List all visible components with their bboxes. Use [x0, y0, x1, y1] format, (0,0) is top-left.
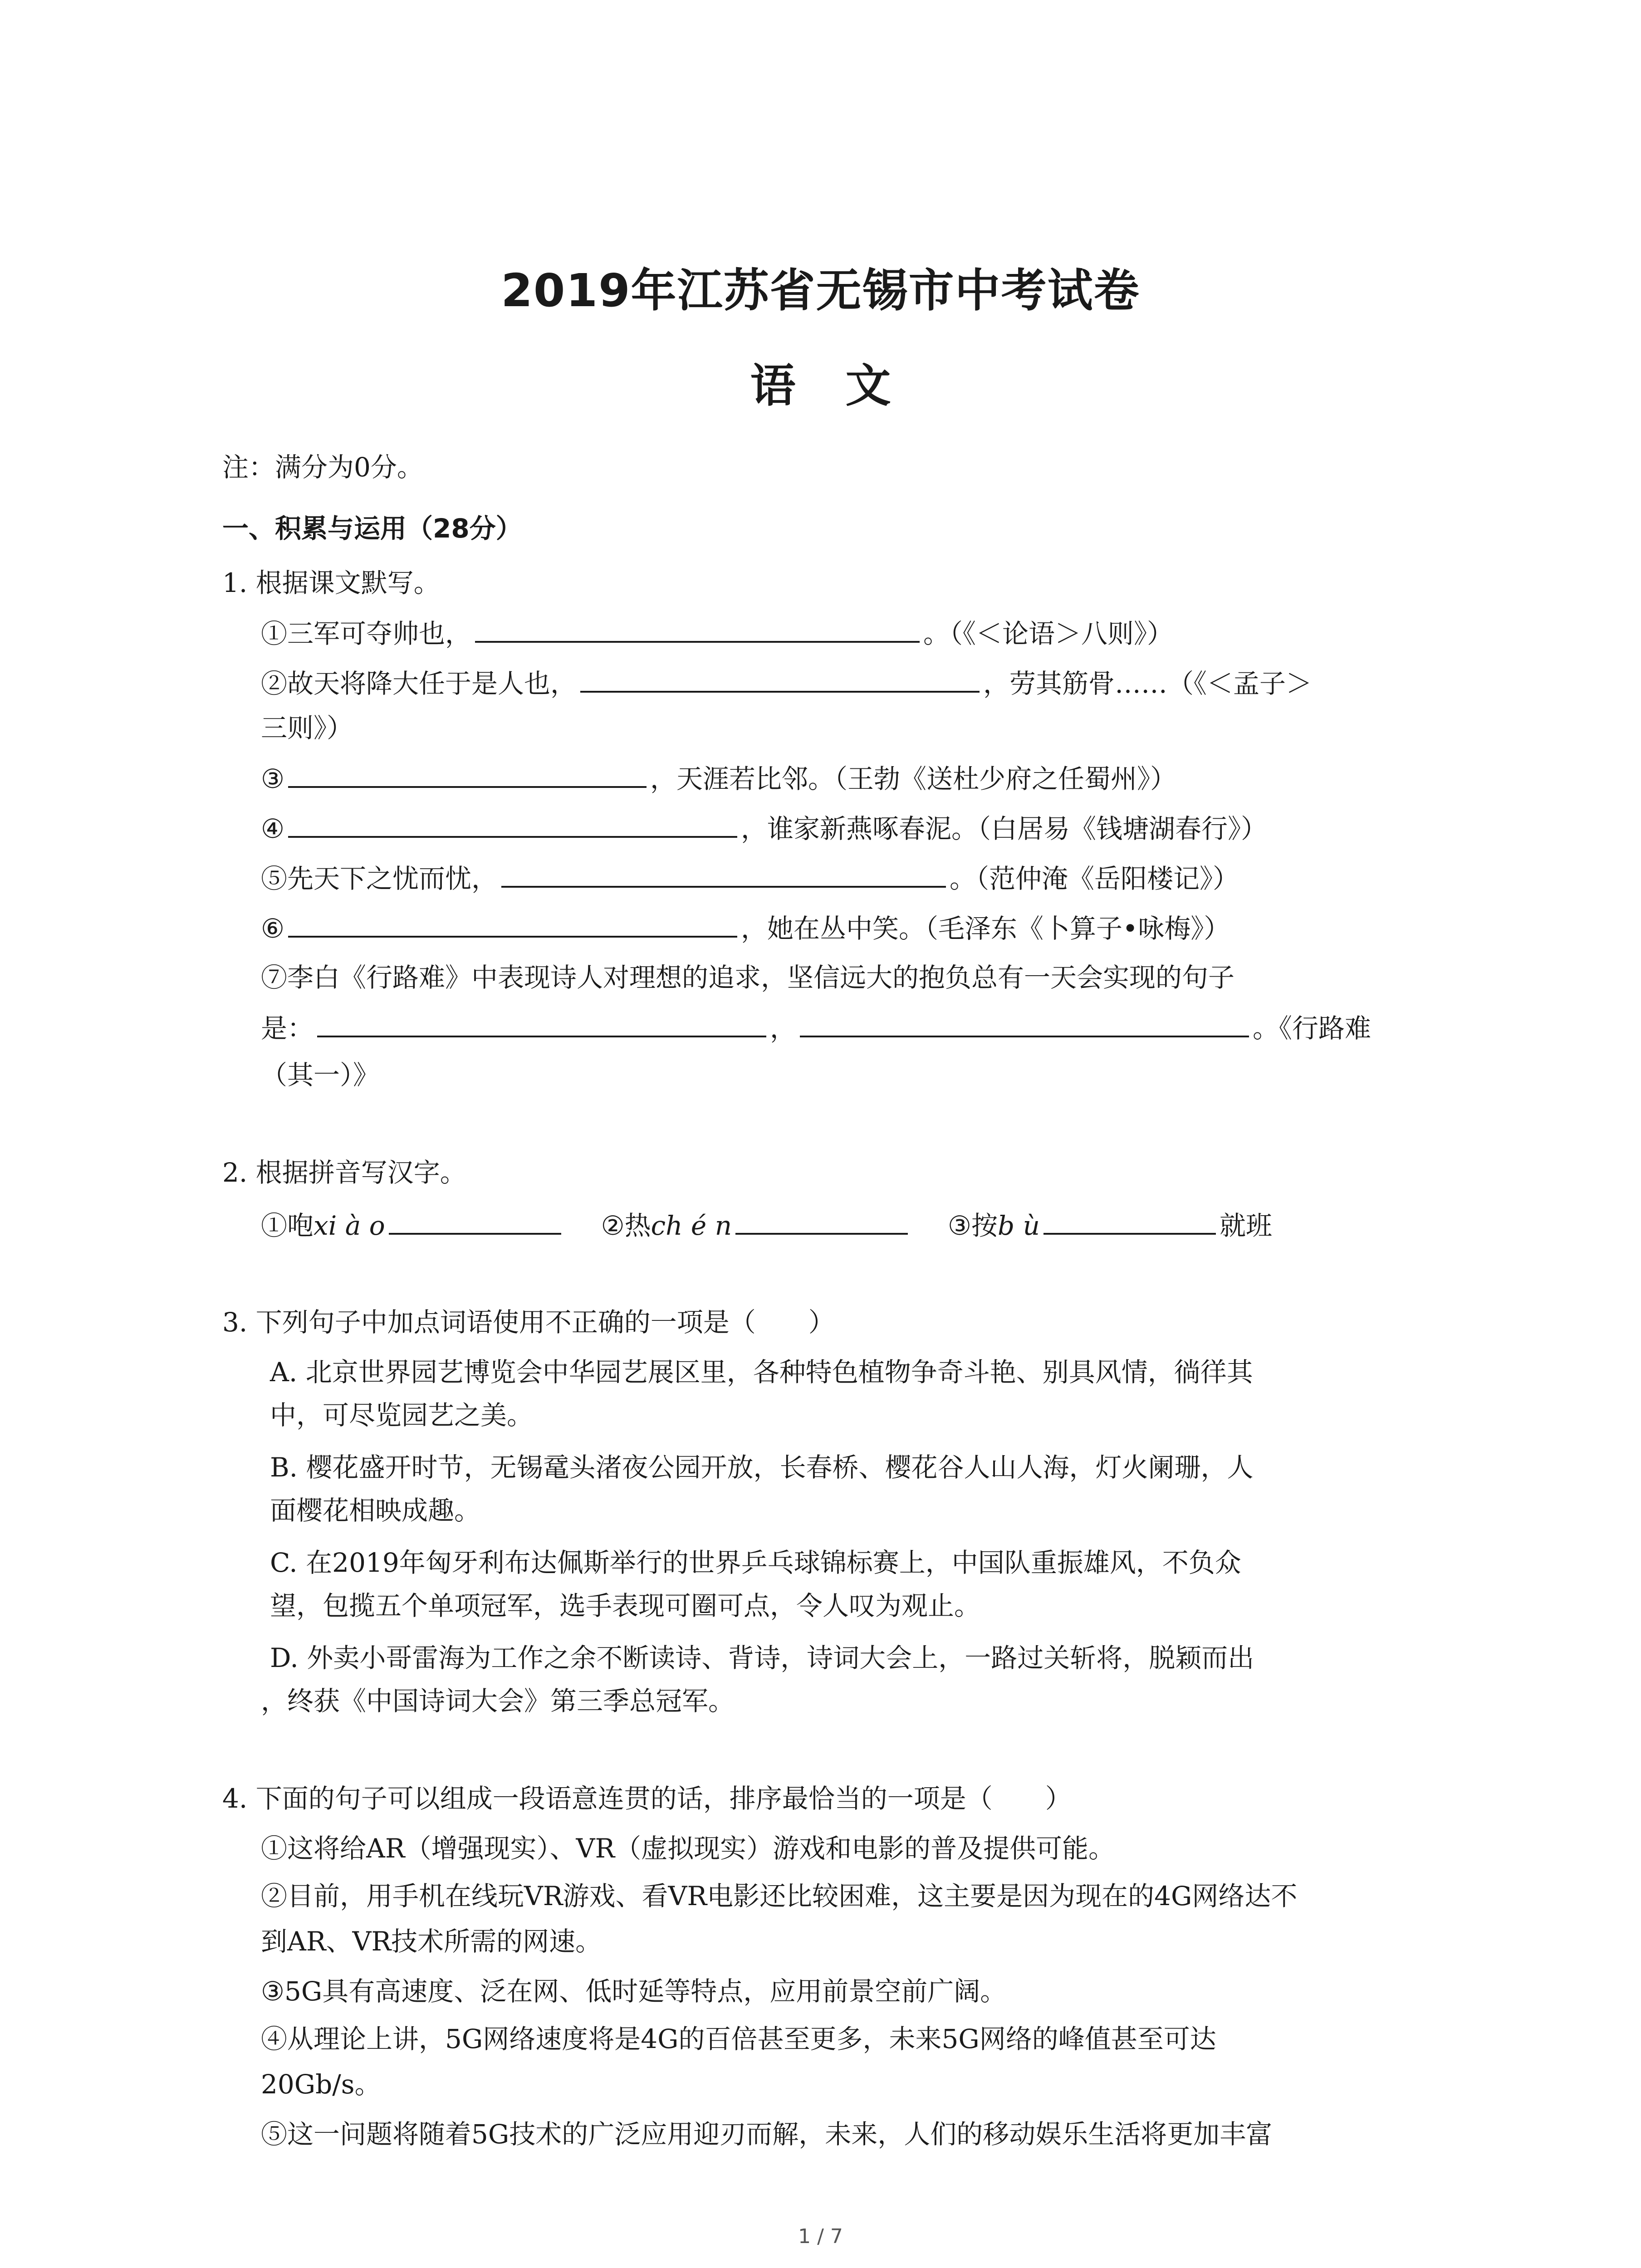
- answer-blank[interactable]: [389, 1207, 561, 1235]
- q1-item-7: ⑦李白《行路难》中表现诗人对理想的追求，坚信远大的抱负总有一天会实现的句子: [261, 962, 1235, 993]
- answer-blank[interactable]: [475, 615, 920, 643]
- q1-item-3-text: ，天涯若比邻。（王勃《送杜少府之任蜀州》）: [650, 763, 1177, 794]
- q1-item-2-text: ②故天将降大任于是人也，: [261, 668, 577, 699]
- q2-items: [261, 1207, 1272, 1244]
- q1-item-7-source-continued: （其一）》: [261, 1060, 380, 1090]
- answer-blank[interactable]: [735, 1207, 908, 1235]
- q1-item-6-marker: ⑥: [261, 913, 284, 944]
- q4-sentence-2-line-1: ②目前，用手机在线玩VR游戏、看VR电影还比较困难，这主要是因为现在的4G网络达不: [261, 1881, 1298, 1911]
- q3-option-d-line-1: D. 外卖小哥雷海为工作之余不断读诗、背诗，诗词大会上，一路过关斩将，脱颖而出: [270, 1642, 1254, 1673]
- q1-item-7-label: 是：: [261, 1013, 314, 1044]
- question-1-stem: 1. 根据课文默写。: [222, 567, 440, 598]
- q1-item-2: [261, 665, 1312, 702]
- q2-item-c-pinyin: b ù: [998, 1210, 1040, 1241]
- q2-item-b-pinyin: ch é n: [651, 1210, 732, 1241]
- q2-item-c-tail: 就班: [1219, 1210, 1272, 1241]
- answer-blank[interactable]: [317, 1009, 766, 1037]
- q1-item-2-source: ，劳其筋骨……（《＜孟子＞: [983, 668, 1313, 699]
- section-heading: 一、积累与运用（28分）: [222, 513, 522, 544]
- q4-sentence-1: ①这将给AR（增强现实）、VR（虚拟现实）游戏和电影的普及提供可能。: [261, 1833, 1115, 1864]
- q4-sentence-4-line-2: 20Gb/s。: [261, 2069, 381, 2100]
- q2-item-a-text: ①咆: [261, 1210, 314, 1241]
- q1-item-7-answer-line: [261, 1009, 1371, 1046]
- answer-blank[interactable]: [580, 665, 980, 693]
- question-4-stem: 4. 下面的句子可以组成一段语意连贯的话，排序最恰当的一项是（ ）: [222, 1783, 1072, 1814]
- q1-item-7-source: 。《行路难: [1253, 1013, 1372, 1044]
- q3-option-b-line-2: 面樱花相映成趣。: [270, 1495, 481, 1526]
- answer-blank[interactable]: [288, 909, 737, 938]
- question-3-stem: 3. 下列句子中加点词语使用不正确的一项是（ ）: [222, 1307, 835, 1338]
- q1-item-3-marker: ③: [261, 763, 284, 794]
- q1-item-5-text: ⑤先天下之忧而忧，: [261, 863, 498, 894]
- q3-option-a-line-2: 中，可尽览园艺之美。: [270, 1400, 534, 1431]
- q3-option-b-line-1: B. 樱花盛开时节，无锡鼋头渚夜公园开放，长春桥、樱花谷人山人海，灯火阑珊，人: [270, 1452, 1254, 1483]
- q1-item-7-comma: ，: [770, 1013, 797, 1044]
- q3-option-c-line-1: C. 在2019年匈牙利布达佩斯举行的世界乒乓球锦标赛上，中国队重振雄风，不负众: [270, 1547, 1241, 1578]
- q1-item-4-text: ，谁家新燕啄春泥。（白居易《钱塘湖春行》）: [741, 813, 1268, 844]
- q2-item-a-pinyin: xi à o: [314, 1210, 385, 1241]
- q1-item-5: [261, 860, 1239, 897]
- q1-item-4-marker: ④: [261, 813, 284, 844]
- answer-blank[interactable]: [288, 760, 647, 788]
- q2-item-c-text: ③按: [948, 1210, 998, 1241]
- q4-sentence-5: ⑤这一问题将随着5G技术的广泛应用迎刃而解，未来，人们的移动娱乐生活将更加丰富: [261, 2119, 1273, 2150]
- answer-blank[interactable]: [1043, 1207, 1216, 1235]
- question-2-stem: 2. 根据拼音写汉字。: [222, 1157, 466, 1188]
- q3-option-d-line-2: ，终获《中国诗词大会》第三季总冠军。: [261, 1686, 735, 1716]
- q1-item-5-source: 。（范仲淹《岳阳楼记》）: [950, 863, 1239, 894]
- exam-title: 2019年江苏省无锡市中考试卷: [501, 264, 1140, 317]
- subject-title: 语文: [750, 359, 941, 412]
- q1-item-6: [261, 909, 1230, 947]
- q1-item-3: [261, 760, 1176, 797]
- q1-item-2-continued: 三则》）: [261, 713, 353, 743]
- q2-item-b-text: ②热: [601, 1210, 651, 1241]
- q3-option-a-line-1: A. 北京世界园艺博览会中华园艺展区里，各种特色植物争奇斗艳、别具风情，徜徉其: [270, 1357, 1253, 1388]
- q1-item-6-text: ，她在丛中笑。（毛泽东《卜算子•咏梅》）: [741, 913, 1230, 944]
- q4-sentence-2-line-2: 到AR、VR技术所需的网速。: [261, 1926, 602, 1957]
- q1-item-1: [261, 615, 1173, 652]
- answer-blank[interactable]: [288, 810, 737, 838]
- q4-sentence-3: ③5G具有高速度、泛在网、低时延等特点，应用前景空前广阔。: [261, 1976, 1007, 2007]
- q3-option-c-line-2: 望，包揽五个单项冠军，选手表现可圈可点，令人叹为观止。: [270, 1590, 981, 1621]
- q1-item-4: [261, 810, 1267, 847]
- q4-sentence-4-line-1: ④从理论上讲，5G网络速度将是4G的百倍甚至更多，未来5G网络的峰值甚至可达: [261, 2024, 1216, 2054]
- score-note: 注：满分为0分。: [222, 452, 423, 483]
- q1-item-1-source: 。（《＜论语＞八则》）: [923, 618, 1174, 649]
- q1-item-1-text: ①三军可夺帅也，: [261, 618, 472, 649]
- answer-blank[interactable]: [501, 860, 946, 888]
- page-number: 1 / 7: [798, 2225, 843, 2248]
- answer-blank[interactable]: [800, 1009, 1249, 1037]
